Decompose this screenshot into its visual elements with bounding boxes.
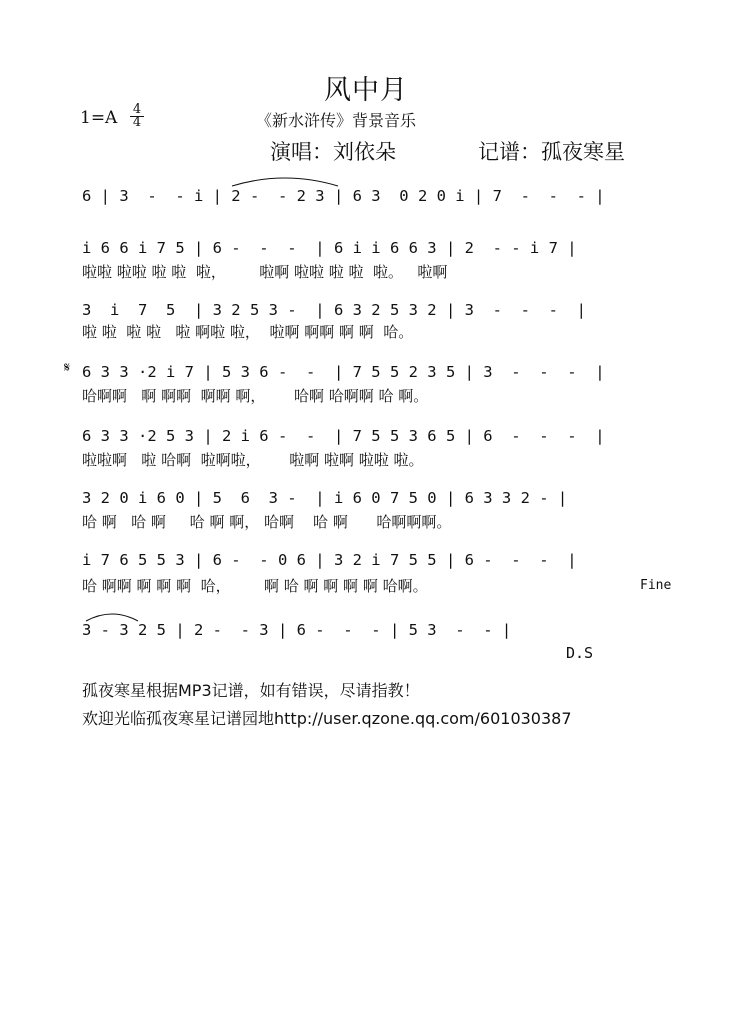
page-title: 风中月 — [324, 75, 408, 106]
lyrics-line: 啦啦 啦啦 啦 啦 啦， 啦啊 啦啦 啦 啦 啦。 啦啊 — [82, 263, 448, 281]
lyrics-line: 啦 啦 啦 啦 啦 啊啦 啦， 啦啊 啊啊 啊 啊 哈。 — [82, 323, 414, 341]
fine-mark: Fine — [640, 578, 672, 593]
singer-credit: 演唱：刘依朵 — [270, 140, 396, 164]
time-signature — [130, 104, 144, 129]
transcriber-note: 孤夜寒星根据MP3记谱，如有错误，尽请指教！ — [82, 681, 420, 700]
notes-line: 3 i 7 5 | 3 2 5 3 - | 6 3 2 5 3 2 | 3 - - - | — [82, 301, 586, 319]
meter-denominator: 4 — [132, 115, 142, 130]
notes-line: 3 2 0 i 6 0 | 5 6 3 - | i 6 0 7 5 0 | 6 3 3 2 - | — [82, 489, 568, 507]
website-note: 欢迎光临孤夜寒星记谱园地http://user.qzone.qq.com/601030387 — [82, 709, 572, 728]
notes-line: 6 3 3 ·2 5 3 | 2 i 6 - - | 7 5 5 3 6 5 | 6 - - - | — [82, 427, 605, 445]
lyrics-line: 哈 啊 哈 啊 哈 啊 啊， 哈啊 哈 啊 哈啊啊啊。 — [82, 513, 452, 531]
transcriber-credit: 记谱：孤夜寒星 — [478, 140, 625, 164]
segno-mark: 𝄋 — [64, 360, 71, 376]
lyrics-line: 哈 啊啊 啊 啊 啊 哈， 啊 哈 啊 啊 啊 啊 哈啊。 — [82, 577, 428, 595]
key-signature: 1=A — [80, 108, 118, 128]
meter-numerator: 4 — [130, 104, 144, 117]
source-credit: 《新水浒传》背景音乐 — [256, 111, 417, 130]
lyrics-line: 啦啦啊 啦 哈啊 啦啊啦， 啦啊 啦啊 啦啦 啦。 — [82, 451, 424, 469]
dal-segno-mark: D.S — [566, 644, 594, 662]
lyrics-line: 哈啊啊 啊 啊啊 啊啊 啊， 哈啊 哈啊啊 哈 啊。 — [82, 387, 429, 405]
notes-line: i 7 6 5 5 3 | 6 - - 0 6 | 3 2 i 7 5 5 | 6 - - - | — [82, 551, 577, 569]
notes-line: 6 3 3 ·2 i 7 | 5 3 6 - - | 7 5 5 2 3 5 | 3 - - - | — [82, 363, 605, 381]
notes-line: i 6 6 i 7 5 | 6 - - - | 6 i i 6 6 3 | 2 - - i 7 | — [82, 239, 577, 257]
notes-line: 3 - 3 2 5 | 2 - - 3 | 6 - - - | 5 3 - - | — [82, 621, 512, 639]
notes-line: 6 | 3 - - i | 2 - - 2 3 | 6 3 0 2 0 i | 7 - - - | — [82, 187, 605, 205]
